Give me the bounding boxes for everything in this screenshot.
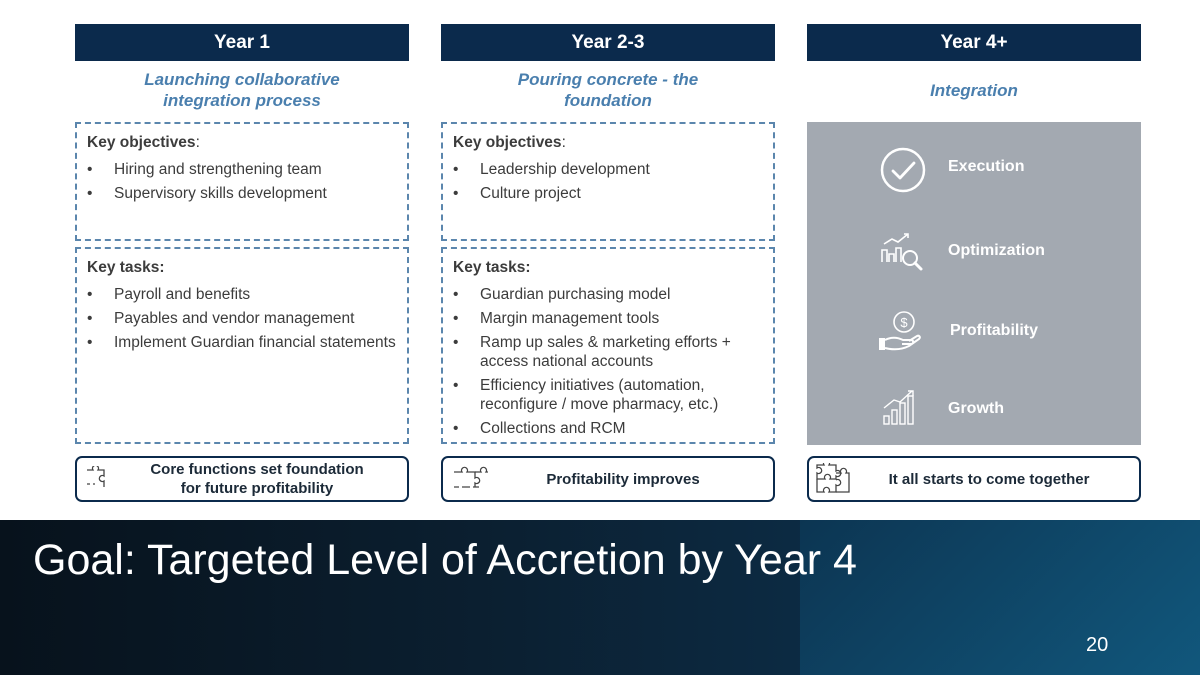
list-item: • Margin management tools — [453, 309, 763, 328]
summary-box — [75, 456, 409, 502]
tasks-list — [453, 285, 763, 438]
objectives-list — [87, 160, 397, 203]
panel-label: Execution — [948, 158, 1025, 175]
summary-line: Core functions set foundation — [150, 461, 364, 478]
column-year-1 — [75, 24, 409, 497]
list-item: • Implement Guardian financial statements — [87, 333, 397, 352]
list-item: • Hiring and strengthening team — [87, 160, 397, 179]
svg-text:$: $ — [900, 315, 908, 330]
magnifier-chart-icon — [880, 232, 924, 276]
tasks-title: Key tasks: — [87, 259, 165, 276]
list-item: • Ramp up sales & marketing efforts + access national accounts — [453, 333, 763, 371]
summary-line: It all starts to come together — [888, 470, 1090, 488]
tasks-box — [441, 247, 775, 444]
tasks-list — [87, 285, 397, 352]
summary-box — [807, 456, 1141, 502]
list-item: • Efficiency initiatives (automation, reconfigure / move pharmacy, etc.) — [453, 376, 763, 414]
puzzle-piece-icon — [85, 466, 107, 492]
year-header: Year 2-3 — [441, 24, 775, 61]
summary-line: for future profitability — [180, 480, 334, 497]
checkmark-circle-icon — [879, 146, 927, 194]
year-header: Year 4+ — [807, 24, 1141, 61]
list-item: • Payroll and benefits — [87, 285, 397, 304]
year-header: Year 1 — [75, 24, 409, 61]
summary-line: Profitability improves — [546, 470, 700, 488]
panel-label: Optimization — [948, 242, 1045, 259]
hand-coin-icon — [877, 310, 923, 352]
goal-title: Goal: Targeted Level of Accretion by Year 4 — [33, 536, 857, 584]
puzzle-pieces-icon — [815, 463, 851, 495]
panel-label: Growth — [948, 400, 1004, 417]
page-number: 20 — [1086, 634, 1109, 656]
objectives-list — [453, 160, 763, 203]
tasks-box — [75, 247, 409, 444]
puzzle-piece-icon — [451, 466, 491, 492]
column-subtitle: Pouring concrete - the foundation — [517, 70, 699, 110]
objectives-title: Key objectives — [87, 134, 196, 151]
list-item: • Leadership development — [453, 160, 763, 179]
column-subtitle: Launching collaborative integration process — [144, 70, 340, 110]
tasks-title: Key tasks: — [453, 259, 531, 276]
column-year-4-plus — [807, 24, 1141, 488]
panel-label: Profitability — [950, 322, 1039, 339]
bar-growth-icon — [882, 388, 918, 426]
list-item: • Payables and vendor management — [87, 309, 397, 328]
objectives-box: Key objectives: • Leadership development • Culture project — [441, 122, 775, 241]
summary-box — [441, 456, 775, 502]
integration-panel — [807, 122, 1141, 445]
list-item: • Supervisory skills development — [87, 184, 397, 203]
list-item: • Guardian purchasing model — [453, 285, 763, 304]
list-item: • Culture project — [453, 184, 763, 203]
column-subtitle: Integration — [930, 80, 1018, 100]
list-item: • Collections and RCM — [453, 419, 763, 438]
banner-accent — [800, 520, 1200, 675]
objectives-box: Key objectives: • Hiring and strengthening team • Supervisory skills development — [75, 122, 409, 241]
column-year-2-3 — [441, 24, 775, 488]
objectives-title: Key objectives — [453, 134, 562, 151]
goal-banner — [0, 520, 1200, 675]
